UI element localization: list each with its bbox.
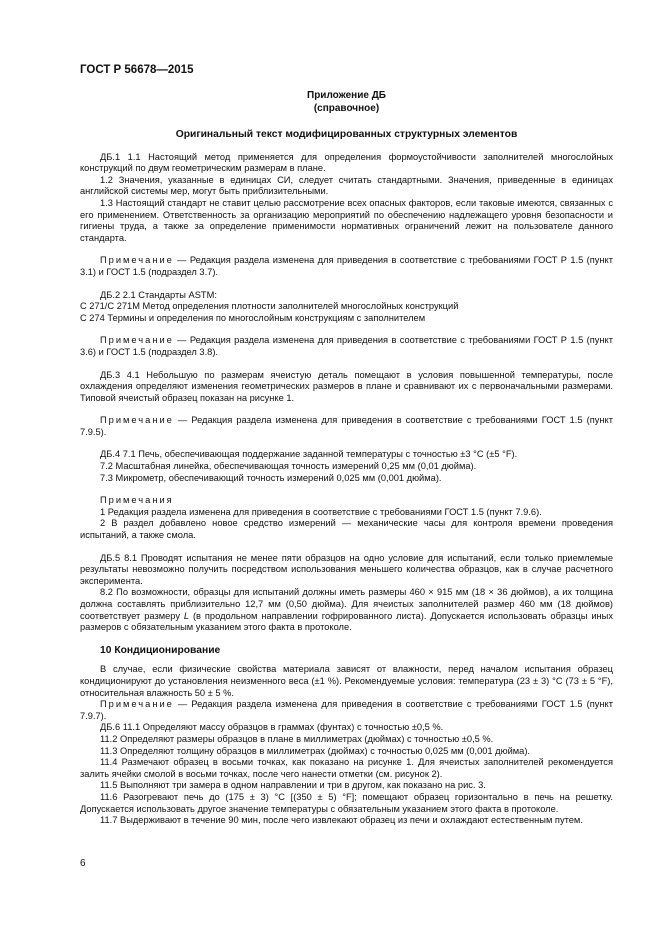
para-11-3: 11.3 Определяют толщину образцов в миллиметрах (дюймах) с точностью 0,025 мм (0,001 дюйма).	[100, 745, 531, 756]
para-11-7: 11.7 Выдерживают в течение 90 мин, после чего извлекают образец из печи и охлаждают естественным путем.	[100, 815, 583, 826]
note-2-label: Примечание	[100, 335, 174, 346]
para-8-2-part-a: 8.2 По возможности, образцы для испытаний должны иметь размеры 460 × 915 мм (18 × 36 дюймов), а их толщина должна составлять приблизительно 12,7 мм (0,50 дюйма). Для ячеистых заполнителей размер 460 мм (18 дюймов) соответствует размеру	[80, 587, 613, 621]
page-number: 6	[80, 858, 86, 869]
note-1	[80, 255, 613, 278]
note-5	[80, 699, 613, 722]
para-db5: ДБ.5 8.1 Проводят испытания не менее пяти образцов на одно условие для испытаний, если только приемлемые результаты невозможно получить посредством использования меньшего количества образцов, как в случае расчетного эксперимента.	[80, 552, 613, 586]
para-db2: ДБ.2 2.1 Стандарты ASTM:	[100, 289, 217, 300]
note-3-text: — Редакция раздела изменена для приведения в соответствие с требованиями ГОСТ 1.5 (пункт 7.9.5).	[80, 415, 613, 437]
para-db1: ДБ.1 1.1 Настоящий метод применяется для определения формоустойчивости заполнителей многослойных конструкций по двум геометрическим размерам в плане.	[80, 151, 613, 174]
appendix-label: Приложение ДБ	[307, 90, 386, 101]
para-1-3: 1.3 Настоящий стандарт не ставит целью рассмотрение всех опасных факторов, если таковые имеются, связанных с его применением. Ответственность за организацию мероприятий по обеспечению надлежащего уровня безопасности и гигиены труда, а также за определение применимости нормативных ограничений лежит на пользователе данного стандарта.	[80, 197, 613, 243]
para-db6: ДБ.6 11.1 Определяют массу образцов в граммах (фунтах) с точностью ±0,5 %.	[100, 722, 444, 733]
para-11-5: 11.5 Выполняют три замера в одном направлении и три в другом, как показано на рис. 3.	[100, 780, 486, 791]
para-1-2: 1.2 Значения, указанные в единицах СИ, следует считать стандартными. Значения, приведенные в единицах английской системы мер, могут быть приблизительными.	[80, 174, 613, 197]
para-db4: ДБ.4 7.1 Печь, обеспечивающая поддержание заданной температуры с точностью ±3 °C (±5 °F).	[100, 449, 518, 460]
para-8-2	[80, 587, 613, 633]
note-3-label: Примечание	[100, 415, 174, 426]
appendix-status: (справочное)	[313, 102, 380, 114]
page-content	[80, 90, 613, 827]
note-5-label: Примечание	[100, 699, 174, 710]
note-2	[80, 335, 613, 358]
section-10-title: 10 Кондиционирование	[100, 644, 221, 656]
note-1-text: — Редакция раздела изменена для приведения в соответствие с требованиями ГОСТ Р 1.5 (пункт 3.1) и ГОСТ 1.5 (подраздел 3.7).	[80, 255, 613, 277]
appendix-title: Оригинальный текст модифицированных структурных элементов	[175, 129, 518, 140]
astm-item-1: С 271/С 271М Метод определения плотности заполнителей многослойных конструкций	[80, 301, 459, 312]
notes-4-label	[80, 495, 613, 507]
para-db3: ДБ.3 4.1 Небольшую по размерам ячеистую деталь помещают в условия повышенной температуры, после охлаждения определяют изменения геометрических размеров в плане и сравнивают их с первоначальными размерами. Типовой ячеистый образец показан на рисунке 1.	[80, 369, 613, 403]
note-5-text: — Редакция раздела изменена для приведения в соответствие с требованиями ГОСТ 1.5 (пункт 7.9.7).	[80, 699, 613, 721]
para-8-2-part-b: (в продольном направлении гофрированного листа). Допускается использовать образцы иных размеров с обязательным указанием этого факта в протоколе.	[80, 610, 613, 633]
para-11-6: 11.6 Разогревают печь до (175 ± 3) °C [(350 ± 5) °F]; помещают образец горизонтально в печь на решетку. Допускается использовать другое значение температуры с обязательным указанием этого факта в протоколе.	[80, 791, 613, 814]
notes-4-label-text: Примечания	[100, 495, 174, 506]
note-2-text: — Редакция раздела изменена для приведения в соответствие с требованиями ГОСТ Р 1.5 (пункт 3.6) и ГОСТ 1.5 (подраздел 3.8).	[80, 335, 613, 357]
para-11-4: 11.4 Размечают образец в восьми точках, как показано на рисунке 1. Для ячеистых заполнителей рекомендуется залить ячейки смолой в восьми точках, после чего нанести отметки (см. рисунок 2).	[80, 757, 613, 779]
para-7-3: 7.3 Микрометр, обеспечивающий точность измерений 0,025 мм (0,001 дюйма).	[100, 472, 442, 483]
notes-4-item-1: 1 Редакция раздела изменена для приведения в соответствие с требованиями ГОСТ 1.5 (пункт 7.9.6).	[100, 506, 542, 517]
para-11-2: 11.2 Определяют размеры образцов в плане в миллиметрах (дюймах) с точностью ±0,5 %.	[100, 733, 494, 744]
para-8-2-var: L	[183, 610, 190, 621]
note-1-label: Примечание	[100, 255, 174, 266]
astm-item-2: С 274 Термины и определения по многослойным конструкциям с заполнителем	[80, 312, 426, 323]
document-code: ГОСТ Р 56678—2015	[80, 64, 194, 76]
notes-4-item-2: 2 В раздел добавлено новое средство измерений — механические часы для контроля времени проведения испытаний, а также смола.	[80, 518, 613, 541]
para-7-2: 7.2 Масштабная линейка, обеспечивающая точность измерений 0,25 мм (0,01 дюйма).	[100, 461, 477, 472]
section-10-intro: В случае, если физические свойства материала зависят от влажности, перед началом испытания образец кондиционируют до установления неизменного веса (±1 %). Рекомендуемые условия: температура (23 ± 3) °C (73 ± 5 °F), относительная влажность 50 ± 5 %.	[80, 664, 613, 698]
note-3	[80, 415, 613, 438]
